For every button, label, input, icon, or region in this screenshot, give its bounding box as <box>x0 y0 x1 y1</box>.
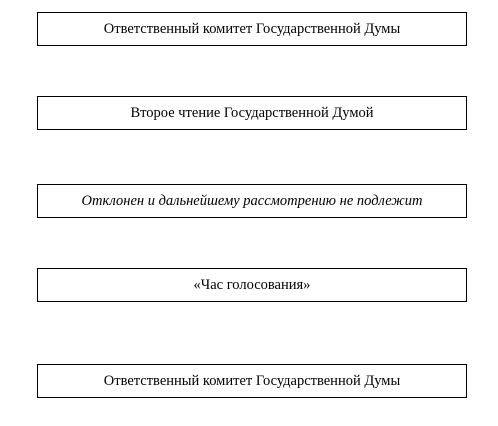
committee-box-bottom <box>37 364 467 398</box>
committee-box-top-label: Ответственный комитет Государственной Думы <box>103 20 401 37</box>
voting-hour-box <box>37 268 467 302</box>
rejected-box-label: Отклонен и дальнейшему рассмотрению не подлежит <box>81 192 423 209</box>
committee-box-bottom-label: Ответственный комитет Государственной Думы <box>103 372 401 389</box>
rejected-box <box>37 184 467 218</box>
voting-hour-box-label: «Час голосования» <box>193 276 311 293</box>
second-reading-box <box>37 96 467 130</box>
second-reading-box-label: Второе чтение Государственной Думой <box>130 104 374 121</box>
committee-box-top <box>37 12 467 46</box>
